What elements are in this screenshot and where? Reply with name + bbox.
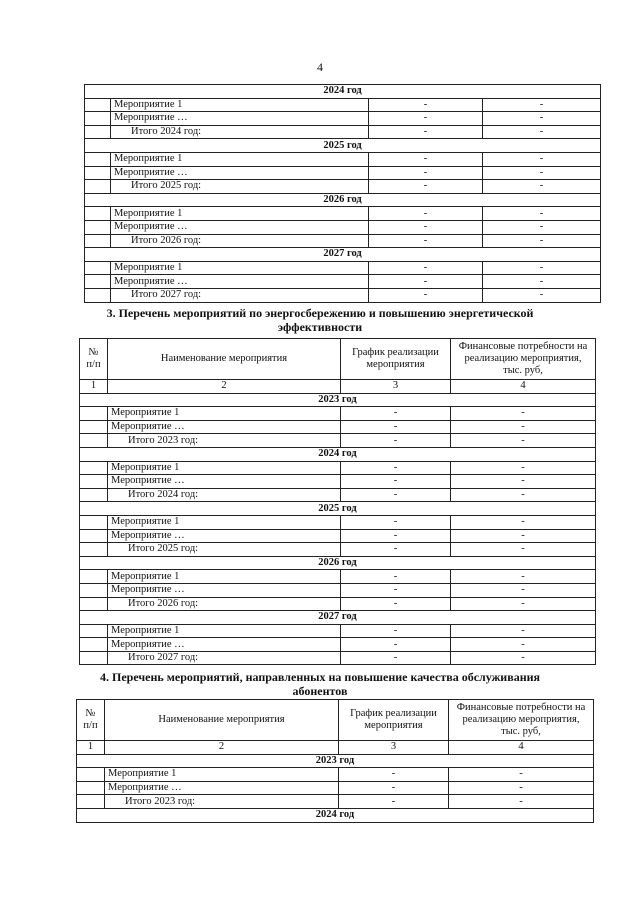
event-schedule: - — [369, 234, 483, 248]
event-schedule: - — [369, 112, 483, 126]
event-name: Итого 2024 год: — [111, 125, 369, 139]
row-number-cell — [77, 795, 105, 809]
row-number-cell — [80, 434, 108, 448]
event-name: Мероприятие … — [111, 220, 369, 234]
event-name: Итого 2025 год: — [111, 180, 369, 194]
event-finance: - — [449, 781, 594, 795]
row-number-cell — [85, 180, 111, 194]
year-row — [80, 556, 596, 570]
event-finance: - — [483, 98, 601, 112]
event-name: Итого 2023 год: — [108, 434, 341, 448]
table-row — [80, 529, 596, 543]
table-row — [80, 461, 596, 475]
row-number-cell — [77, 768, 105, 782]
row-number-cell — [85, 125, 111, 139]
section4-title — [0, 670, 640, 698]
event-schedule: - — [369, 207, 483, 221]
row-number-cell — [85, 112, 111, 126]
event-schedule: - — [341, 515, 451, 529]
section4-title-line1: 4. Перечень мероприятий, направленных на повышение качества обслуживания — [99, 670, 541, 684]
table-row — [80, 407, 596, 421]
row-number-cell — [80, 597, 108, 611]
table-header — [80, 339, 596, 380]
event-name: Итого 2027 год: — [108, 651, 341, 665]
total-row — [85, 125, 601, 139]
event-name: Мероприятие … — [108, 638, 341, 652]
column-number: 2 — [105, 741, 339, 755]
event-name: Мероприятие … — [108, 583, 341, 597]
total-row — [85, 234, 601, 248]
event-finance: - — [483, 261, 601, 275]
table-row — [80, 515, 596, 529]
table-row — [85, 112, 601, 126]
event-finance: - — [483, 152, 601, 166]
col-name-header: Наименование мероприятия — [105, 700, 339, 741]
event-finance: - — [483, 207, 601, 221]
row-number-cell — [85, 288, 111, 302]
year-label: 2027 год — [80, 611, 596, 625]
col-schedule-header: График реализации мероприятия — [341, 339, 451, 380]
row-number-cell — [80, 583, 108, 597]
total-row — [85, 180, 601, 194]
table-row — [80, 475, 596, 489]
column-number: 3 — [339, 741, 449, 755]
year-label: 2024 год — [85, 85, 601, 99]
event-finance: - — [483, 275, 601, 289]
event-finance: - — [483, 125, 601, 139]
event-schedule: - — [369, 98, 483, 112]
event-schedule: - — [341, 461, 451, 475]
event-schedule: - — [341, 624, 451, 638]
table-row — [85, 275, 601, 289]
year-label: 2023 год — [77, 754, 594, 768]
event-name: Мероприятие 1 — [111, 261, 369, 275]
event-finance: - — [483, 180, 601, 194]
total-row — [80, 597, 596, 611]
total-row — [80, 543, 596, 557]
row-number-cell — [80, 515, 108, 529]
event-name: Мероприятие 1 — [111, 207, 369, 221]
column-number-row — [77, 741, 594, 755]
event-schedule: - — [369, 275, 483, 289]
year-label: 2027 год — [85, 248, 601, 262]
table-row — [85, 98, 601, 112]
column-number-row — [80, 380, 596, 394]
event-schedule: - — [369, 180, 483, 194]
col-number-header: № п/п — [80, 339, 108, 380]
event-name: Итого 2026 год: — [108, 597, 341, 611]
event-finance: - — [483, 220, 601, 234]
table-row — [80, 638, 596, 652]
event-finance: - — [449, 768, 594, 782]
year-row — [80, 447, 596, 461]
event-finance: - — [451, 543, 596, 557]
event-schedule: - — [341, 420, 451, 434]
event-name: Итого 2025 год: — [108, 543, 341, 557]
section4-title-line2: абонентов — [292, 684, 348, 698]
event-finance: - — [451, 570, 596, 584]
row-number-cell — [80, 638, 108, 652]
table-row — [85, 166, 601, 180]
event-schedule: - — [341, 638, 451, 652]
year-label: 2025 год — [85, 139, 601, 153]
event-finance: - — [483, 166, 601, 180]
event-name: Мероприятие 1 — [111, 152, 369, 166]
table-row — [85, 261, 601, 275]
event-schedule: - — [341, 434, 451, 448]
event-finance: - — [451, 638, 596, 652]
event-schedule: - — [369, 125, 483, 139]
year-row — [77, 808, 594, 822]
year-label: 2023 год — [80, 393, 596, 407]
event-name: Мероприятие 1 — [108, 461, 341, 475]
table-row — [80, 420, 596, 434]
row-number-cell — [85, 261, 111, 275]
row-number-cell — [85, 234, 111, 248]
row-number-cell — [80, 651, 108, 665]
event-finance: - — [451, 420, 596, 434]
total-row — [77, 795, 594, 809]
section3-title — [0, 306, 640, 334]
event-finance: - — [451, 529, 596, 543]
column-number: 4 — [451, 380, 596, 394]
event-name: Мероприятие 1 — [111, 98, 369, 112]
event-name: Мероприятие 1 — [108, 407, 341, 421]
column-number: 4 — [449, 741, 594, 755]
event-finance: - — [451, 475, 596, 489]
event-name: Мероприятие … — [105, 781, 339, 795]
year-row — [85, 193, 601, 207]
event-schedule: - — [341, 529, 451, 543]
row-number-cell — [85, 152, 111, 166]
event-schedule: - — [369, 166, 483, 180]
page-number: 4 — [317, 60, 323, 74]
event-schedule: - — [369, 288, 483, 302]
column-number: 1 — [80, 380, 108, 394]
event-finance: - — [451, 597, 596, 611]
event-finance: - — [483, 234, 601, 248]
event-name: Мероприятие 1 — [105, 768, 339, 782]
col-schedule-header: График реализации мероприятия — [339, 700, 449, 741]
event-schedule: - — [341, 475, 451, 489]
year-row — [85, 85, 601, 99]
event-name: Мероприятие 1 — [108, 624, 341, 638]
year-label: 2024 год — [77, 808, 594, 822]
event-schedule: - — [369, 220, 483, 234]
table-row — [80, 570, 596, 584]
event-finance: - — [451, 488, 596, 502]
event-finance: - — [483, 288, 601, 302]
event-name: Мероприятие … — [111, 275, 369, 289]
event-schedule: - — [341, 488, 451, 502]
event-finance: - — [451, 407, 596, 421]
table-section3 — [79, 338, 596, 665]
year-row — [77, 754, 594, 768]
event-name: Мероприятие 1 — [108, 570, 341, 584]
event-name: Мероприятие … — [108, 475, 341, 489]
col-finance-header: Финансовые потребности на реализацию мероприятия, тыс. руб, — [451, 339, 596, 380]
section3-title-line1: 3. Перечень мероприятий по энергосбережению и повышению энергетической — [106, 306, 534, 320]
event-schedule: - — [339, 795, 449, 809]
table-row — [85, 220, 601, 234]
row-number-cell — [80, 475, 108, 489]
event-schedule: - — [341, 407, 451, 421]
total-row — [80, 434, 596, 448]
event-name: Мероприятие … — [111, 166, 369, 180]
year-label: 2025 год — [80, 502, 596, 516]
row-number-cell — [80, 624, 108, 638]
column-number: 2 — [108, 380, 341, 394]
event-name: Итого 2026 год: — [111, 234, 369, 248]
row-number-cell — [85, 98, 111, 112]
row-number-cell — [85, 166, 111, 180]
col-name-header: Наименование мероприятия — [108, 339, 341, 380]
row-number-cell — [80, 529, 108, 543]
event-name: Итого 2024 год: — [108, 488, 341, 502]
row-number-cell — [80, 488, 108, 502]
table-row — [77, 781, 594, 795]
row-number-cell — [80, 543, 108, 557]
event-schedule: - — [341, 651, 451, 665]
row-number-cell — [80, 461, 108, 475]
table-continuation — [84, 84, 601, 303]
row-number-cell — [80, 420, 108, 434]
section3-title-line2: эффективности — [277, 320, 363, 334]
col-number-header: № п/п — [77, 700, 105, 741]
event-schedule: - — [339, 768, 449, 782]
table-row — [80, 583, 596, 597]
event-finance: - — [451, 583, 596, 597]
event-finance: - — [451, 515, 596, 529]
row-number-cell — [80, 407, 108, 421]
column-number: 3 — [341, 380, 451, 394]
event-finance: - — [451, 434, 596, 448]
event-schedule: - — [369, 152, 483, 166]
event-finance: - — [451, 461, 596, 475]
event-schedule: - — [341, 583, 451, 597]
event-name: Мероприятие … — [108, 420, 341, 434]
total-row — [80, 488, 596, 502]
total-row — [80, 651, 596, 665]
row-number-cell — [77, 781, 105, 795]
event-schedule: - — [341, 597, 451, 611]
event-schedule: - — [341, 543, 451, 557]
event-name: Итого 2023 год: — [105, 795, 339, 809]
table-row — [85, 207, 601, 221]
year-row — [85, 139, 601, 153]
event-finance: - — [483, 112, 601, 126]
year-row — [80, 393, 596, 407]
col-finance-header: Финансовые потребности на реализацию мероприятия, тыс. руб, — [449, 700, 594, 741]
table-row — [80, 624, 596, 638]
row-number-cell — [85, 207, 111, 221]
year-label: 2026 год — [80, 556, 596, 570]
event-name: Итого 2027 год: — [111, 288, 369, 302]
year-label: 2024 год — [80, 447, 596, 461]
event-name: Мероприятие … — [111, 112, 369, 126]
row-number-cell — [80, 570, 108, 584]
row-number-cell — [85, 220, 111, 234]
event-schedule: - — [341, 570, 451, 584]
event-name: Мероприятие 1 — [108, 515, 341, 529]
year-row — [80, 611, 596, 625]
event-schedule: - — [339, 781, 449, 795]
column-number: 1 — [77, 741, 105, 755]
row-number-cell — [85, 275, 111, 289]
year-row — [80, 502, 596, 516]
event-name: Мероприятие … — [108, 529, 341, 543]
table-row — [77, 768, 594, 782]
table-section4 — [76, 699, 594, 823]
event-finance: - — [449, 795, 594, 809]
year-row — [85, 248, 601, 262]
event-finance: - — [451, 651, 596, 665]
event-schedule: - — [369, 261, 483, 275]
year-label: 2026 год — [85, 193, 601, 207]
table-header — [77, 700, 594, 741]
table-row — [85, 152, 601, 166]
total-row — [85, 288, 601, 302]
event-finance: - — [451, 624, 596, 638]
